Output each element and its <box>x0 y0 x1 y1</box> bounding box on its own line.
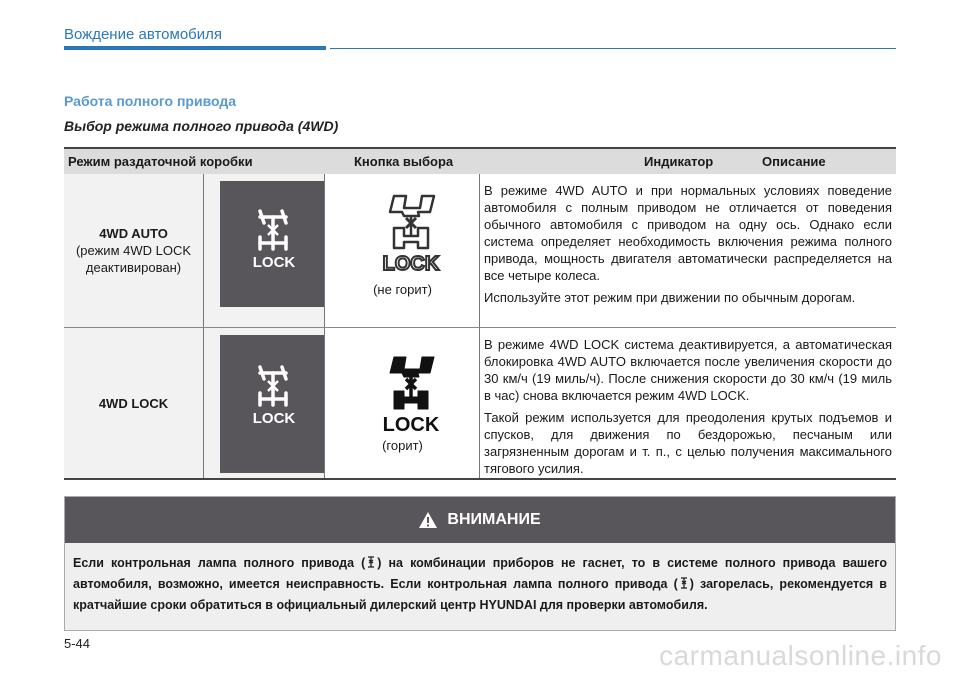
indicator-lock-label: LOCK <box>382 253 440 274</box>
4wd-warning-lamp-icon <box>365 556 377 568</box>
description-cell <box>480 174 896 327</box>
warning-title: ВНИМАНИЕ <box>447 511 541 528</box>
column-header-button: Кнопка выбора <box>354 154 454 169</box>
indicator-caption: (не горит) <box>373 282 432 297</box>
description-text: Такой режим используется для преодоления крутых подъемов и спусков, для движения по бездорожью, песчаным или загрязненным дорогам и т. п., с целью получения максимального тягового усилия. <box>484 410 892 476</box>
table-row <box>64 174 896 328</box>
header-rule-thick <box>64 46 326 50</box>
description-text: Используйте этот режим при движении по обычным дорогам. <box>484 290 856 305</box>
warning-text: Если контрольная лампа полного привода ( ) на комбинации приборов не гаснет, то в системе полного привода вашего автомобиля, возможно, имеется неисправность. Если контрольная лампа полного привода ( ) загорелась, рекомендуется в кратчайшие сроки обратиться в официальный дилерский центр HYUNDAI для проверки автомобиля. <box>73 556 887 612</box>
column-header-mode: Режим раздаточной коробки <box>68 154 253 169</box>
mode-note: (режим 4WD LOCK деактивирован) <box>75 243 192 275</box>
button-cell <box>204 328 325 478</box>
4wd-lock-button[interactable] <box>220 181 324 307</box>
mode-name: 4WD LOCK <box>98 395 169 411</box>
mode-cell <box>64 174 204 327</box>
warning-triangle-icon <box>419 512 437 528</box>
mode-cell <box>64 328 204 478</box>
mode-table <box>64 147 896 480</box>
warning-box <box>64 496 896 631</box>
table-header <box>64 147 896 174</box>
table-row <box>64 328 896 480</box>
4wd-lock-indicator-on-icon <box>378 355 444 435</box>
page-subheading: Выбор режима полного привода (4WD) <box>64 118 339 134</box>
4wd-lock-button-icon <box>246 209 302 269</box>
button-cell <box>204 174 325 327</box>
button-lock-label: LOCK <box>252 254 296 269</box>
indicator-lock-label: LOCK <box>382 414 440 435</box>
description-text: В режиме 4WD AUTO и при нормальных условиях поведение автомобиля с полным приводом не отличается от поведения обычного автомобиля с приводом на одну ось. Однако если система определяет необходимость включения режима полного привода, мощность двигателя автоматически распределяется на все четыре колеса. <box>484 183 892 283</box>
4wd-warning-lamp-icon <box>678 577 690 589</box>
column-header-description: Описание <box>762 154 826 169</box>
page-heading: Работа полного привода <box>64 93 237 109</box>
button-lock-label: LOCK <box>252 410 296 425</box>
indicator-cell <box>325 174 480 327</box>
warning-header <box>65 497 895 543</box>
mode-name: 4WD AUTO <box>99 226 168 241</box>
indicator-cell <box>325 328 480 478</box>
4wd-lock-button[interactable] <box>220 335 324 473</box>
4wd-lock-button-icon <box>246 365 302 425</box>
page-number: 5-44 <box>64 636 91 651</box>
column-header-indicator: Индикатор <box>644 154 714 169</box>
header-rule-thin <box>330 48 896 49</box>
4wd-lock-indicator-off-icon <box>378 194 444 274</box>
indicator-caption: (горит) <box>382 438 423 453</box>
watermark: carmanualsonline.info <box>659 640 942 671</box>
description-cell <box>480 328 896 478</box>
description-text: В режиме 4WD LOCK система деактивируется, а автоматическая блокировка 4WD AUTO включается после увеличения скорости до 30 км/ч (19 миль/ч). После снижения скорости до 30 км/ч (19 миль в час) снова включается режим 4WD LOCK. <box>484 337 892 403</box>
section-title: Вождение автомобиля <box>64 26 223 43</box>
